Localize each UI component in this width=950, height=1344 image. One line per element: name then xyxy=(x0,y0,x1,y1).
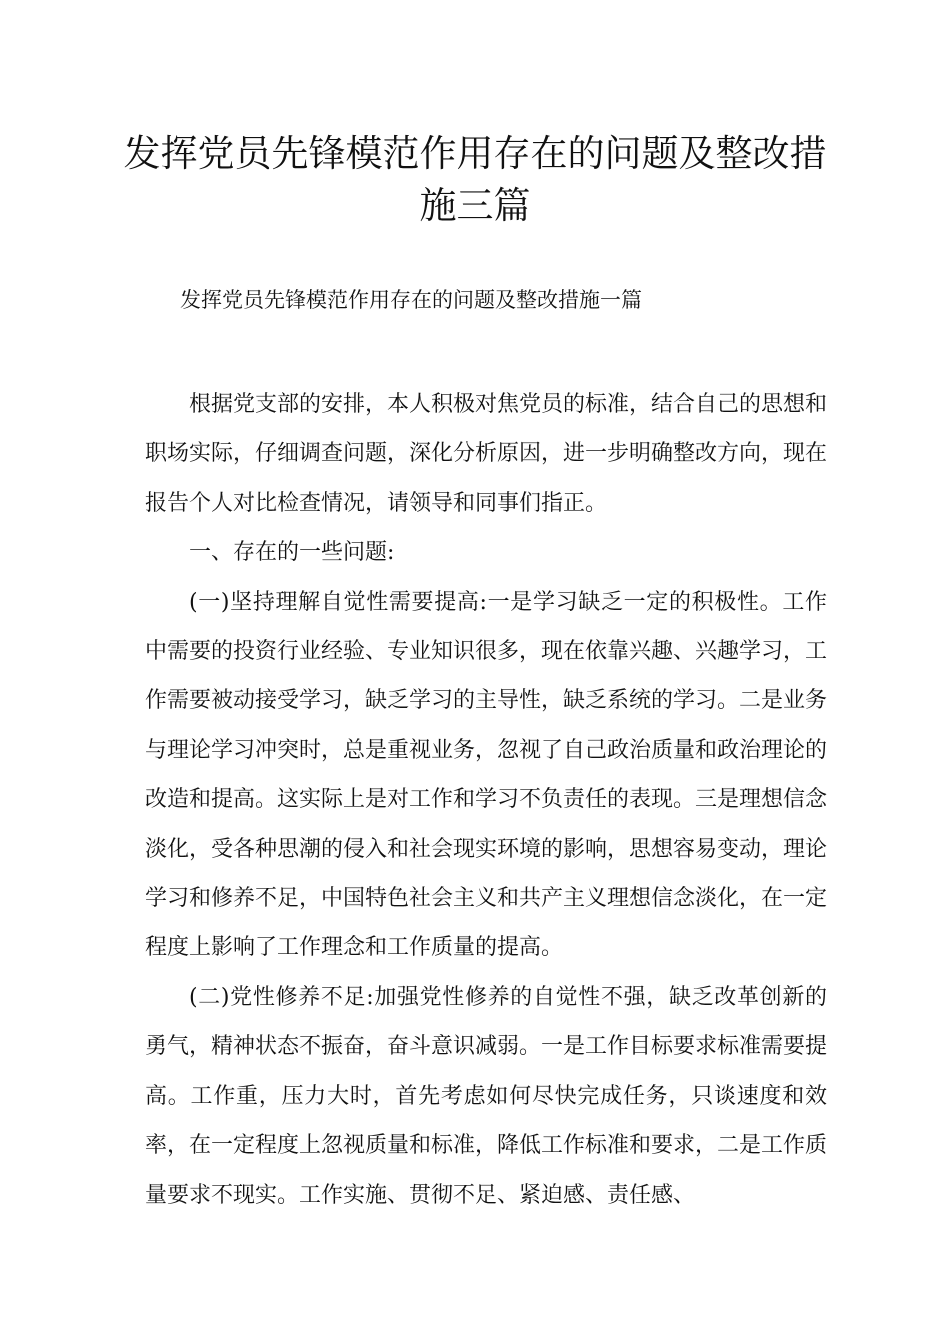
section-heading: 一、存在的一些问题: xyxy=(189,540,395,566)
document-body xyxy=(145,380,827,1220)
document-subtitle: 发挥党员先锋模范作用存在的问题及整改措施一篇 xyxy=(180,288,642,312)
paragraph-item-2: (二)党性修养不足:加强党性修养的自觉性不强，缺乏改革创新的勇气，精神状态不振奋，奋斗意识减弱。一是工作目标要求标准需要提高。工作重，压力大时，首先考虑如何尽快完成任务，只谈速度和效率，在一定程度上忽视质量和标准，降低工作标准和要求，二是工作质量要求不现实。工作实施、贯彻不足、紧迫感、责任感、 xyxy=(145,984,828,1208)
paragraph-item-1: (一)坚持理解自觉性需要提高:一是学习缺乏一定的积极性。工作中需要的投资行业经验、专业知识很多，现在依靠兴趣、兴趣学习，工作需要被动接受学习，缺乏学习的主导性，缺乏系统的学习。二是业务与理论学习冲突时，总是重视业务，忽视了自己政治质量和政治理论的改造和提高。这实际上是对工作和学习不负责任的表现。三是理想信念淡化，受各种思潮的侵入和社会现实环境的影响，思想容易变动，理论学习和修养不足，中国特色社会主义和共产主义理想信念淡化，在一定程度上影响了工作理念和工作质量的提高。 xyxy=(145,589,828,961)
document-title: 发挥党员先锋模范作用存在的问题及整改措施三篇 xyxy=(123,132,827,227)
paragraph-intro: 根据党支部的安排，本人积极对焦党员的标准，结合自己的思想和职场实际，仔细调查问题，深化分析原因，进一步明确整改方向，现在报告个人对比检查情况，请领导和同事们指正。 xyxy=(145,392,828,516)
